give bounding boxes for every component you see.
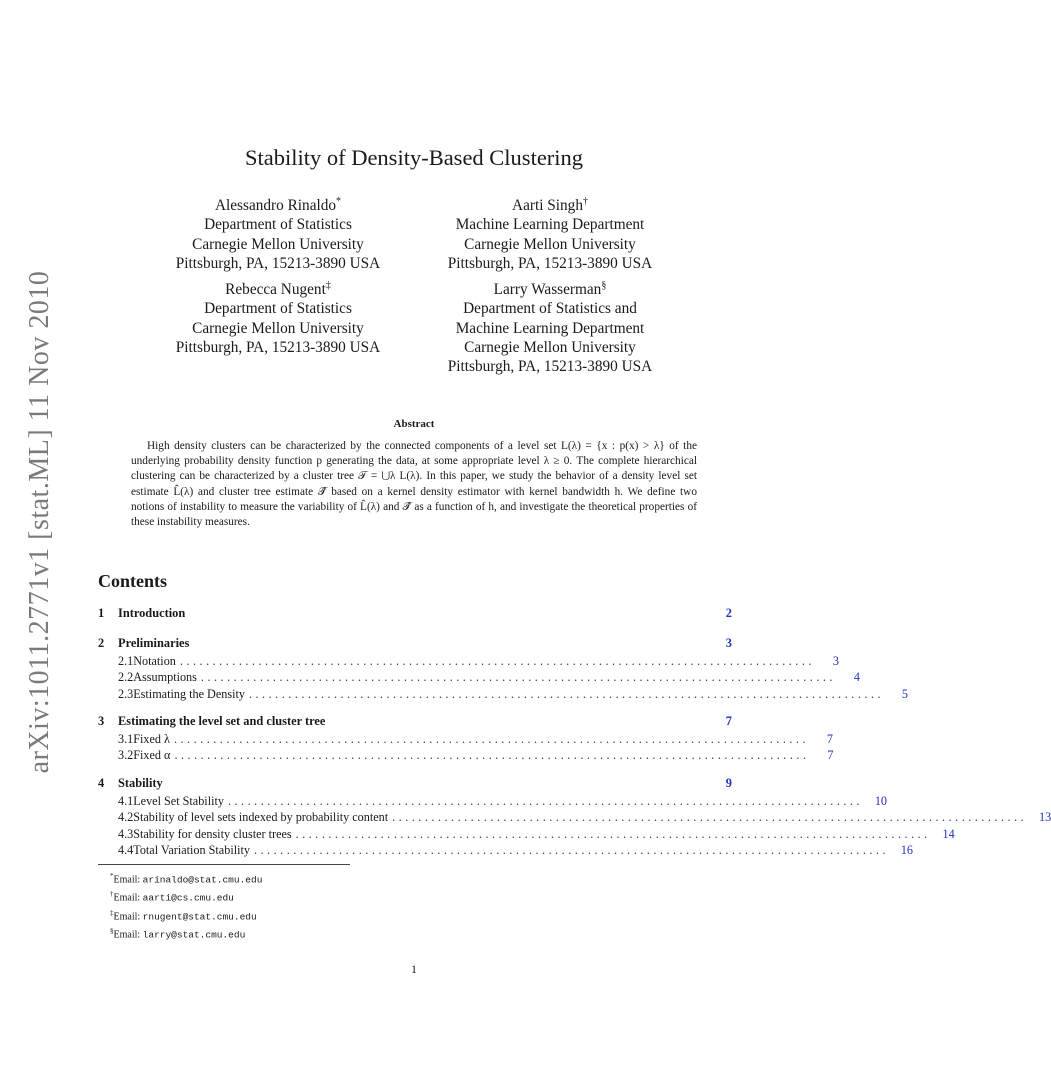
footnote-label: Email: — [113, 910, 141, 922]
toc-subentry[interactable] — [98, 810, 1051, 826]
footnote-label: Email: — [113, 892, 141, 904]
author-mark: † — [582, 196, 588, 207]
toc-section-1 — [98, 606, 732, 624]
author-affiliation: Machine Learning Department — [455, 319, 645, 337]
toc-page-link[interactable]: 4 — [853, 670, 860, 685]
page-number: 1 — [411, 962, 417, 976]
toc-number: 4.1 — [118, 794, 134, 808]
toc-label: Stability for density cluster trees — [133, 826, 292, 841]
toc-subentry[interactable] — [98, 670, 860, 686]
toc-label: Stability — [118, 776, 163, 790]
footnote-mark: § — [110, 926, 114, 935]
author-block-4 — [410, 276, 690, 376]
author-affiliation: Carnegie Mellon University — [192, 319, 364, 337]
footnote — [110, 869, 262, 887]
toc-leader: ................................................................................................. — [392, 810, 1028, 825]
toc-number: 1 — [98, 606, 105, 620]
toc-label: Fixed α — [133, 748, 171, 763]
toc-leader: ................................................................................................. — [179, 654, 815, 668]
toc-label: Assumptions — [133, 670, 197, 685]
toc-section-2 — [98, 636, 908, 703]
toc-entry[interactable] — [98, 606, 732, 624]
footnote-email[interactable]: aarti@cs.cmu.edu — [142, 892, 234, 904]
arxiv-id: arXiv:1011.2771v1 [stat.ML] 11 Nov 2010 — [24, 270, 55, 774]
author-name: Larry Wasserman — [493, 281, 602, 299]
toc-page-link[interactable]: 13 — [1038, 810, 1051, 825]
author-name: Alessandro Rinaldo — [214, 197, 337, 215]
toc-subentry[interactable] — [98, 654, 839, 670]
toc-label: Estimating the Density — [133, 686, 245, 701]
toc-page-link[interactable]: 10 — [874, 794, 887, 808]
toc-subentry[interactable] — [98, 794, 887, 810]
footnote — [110, 924, 262, 942]
toc-number: 2.3 — [118, 686, 134, 701]
toc-subentry[interactable] — [98, 686, 908, 703]
author-block-1 — [138, 192, 418, 273]
footnote — [110, 887, 262, 905]
footnote-label: Email: — [113, 874, 141, 886]
toc-number: 3 — [98, 714, 105, 728]
author-affiliation: Pittsburgh, PA, 15213-3890 USA — [175, 338, 381, 356]
toc-number: 2.1 — [118, 654, 134, 668]
author-mark: ‡ — [325, 280, 331, 291]
author-name: Aarti Singh — [512, 197, 583, 215]
toc-entry[interactable] — [98, 776, 732, 794]
toc-number: 3.1 — [118, 732, 134, 746]
toc-number: 4.2 — [118, 810, 134, 825]
footnote-email[interactable]: rnugent@stat.cmu.edu — [142, 910, 257, 922]
toc-number: 4 — [98, 776, 105, 790]
toc-subentry[interactable] — [98, 842, 914, 859]
toc-page-link[interactable]: 5 — [901, 686, 908, 701]
author-affiliation: Department of Statistics — [204, 216, 352, 234]
toc-leader: ................................................................................................. — [248, 686, 884, 701]
author-block-2 — [410, 192, 690, 273]
author-affiliation: Machine Learning Department — [455, 216, 645, 234]
arxiv-stamp — [20, 270, 60, 774]
toc-label: Total Variation Stability — [133, 842, 250, 857]
toc-label: Estimating the level set and cluster tree — [118, 714, 326, 728]
author-name: Rebecca Nugent — [225, 281, 326, 299]
toc-page-link[interactable]: 7 — [725, 714, 732, 728]
contents-heading: Contents — [98, 571, 168, 591]
toc-subentry[interactable] — [98, 732, 833, 748]
toc-leader: ................................................................................................. — [200, 670, 836, 685]
toc-page-link[interactable]: 14 — [942, 826, 955, 841]
toc-label: Level Set Stability — [133, 794, 224, 808]
toc-subentry[interactable] — [98, 826, 955, 843]
author-affiliation: Carnegie Mellon University — [192, 235, 364, 253]
abstract-paragraph: High density clusters can be characterized by the connected components of a level set L(λ) = {x : p(x) > λ} of the underlying probability density function p generating the data, at some appropriate level λ ≥ 0. The complete hierarchical clustering can be characterized by a cluster tree 𝒯 = ⋃λ L(λ). In this paper, we study the behavior of a density level set estimate L̂(λ) and cluster tree estimate 𝒯̂ based on a kernel density estimator with kernel bandwidth h. We define two notions of instability to measure the variability of L̂(λ) and 𝒯̂ as a function of h, and investigate the theoretical properties of these instability measures. — [131, 440, 697, 529]
author-affiliation: Department of Statistics and — [463, 300, 637, 318]
toc-leader: ................................................................................................. — [227, 794, 863, 808]
footnote — [110, 906, 262, 924]
toc-subentry[interactable] — [98, 748, 834, 764]
footnote-mark: * — [110, 872, 114, 880]
author-affiliation: Pittsburgh, PA, 15213-3890 USA — [175, 254, 381, 272]
author-affiliation: Carnegie Mellon University — [464, 338, 636, 356]
toc-section-4 — [98, 776, 1051, 859]
footnote-divider — [98, 864, 350, 865]
toc-page-link[interactable]: 2 — [725, 606, 732, 620]
toc-leader: ................................................................................................. — [174, 748, 810, 763]
toc-page-link[interactable]: 3 — [832, 654, 839, 668]
toc-page-link[interactable]: 7 — [826, 732, 833, 746]
toc-number: 2.2 — [118, 670, 134, 685]
toc-page-link[interactable]: 7 — [827, 748, 834, 763]
toc-leader: ................................................................................................. — [295, 826, 931, 841]
paper-title: Stability of Density-Based Clustering — [244, 145, 584, 170]
author-mark: * — [336, 196, 342, 207]
toc-label: Preliminaries — [118, 636, 190, 650]
author-affiliation: Pittsburgh, PA, 15213-3890 USA — [447, 254, 653, 272]
toc-entry[interactable] — [98, 636, 732, 654]
toc-label: Fixed λ — [133, 732, 170, 746]
footnote-email[interactable]: larry@stat.cmu.edu — [142, 929, 246, 941]
toc-page-link[interactable]: 3 — [725, 636, 732, 650]
toc-label: Stability of level sets indexed by probability content — [133, 810, 389, 825]
abstract-heading: Abstract — [393, 418, 435, 430]
toc-leader: ................................................................................................. — [253, 842, 890, 857]
abstract-text — [131, 439, 697, 530]
toc-label: Notation — [133, 654, 176, 668]
toc-number: 4.3 — [118, 826, 134, 841]
footnote-mark: † — [110, 890, 114, 899]
toc-number: 4.4 — [118, 842, 134, 857]
toc-page-link[interactable]: 16 — [900, 842, 914, 857]
footnote-email[interactable]: arinaldo@stat.cmu.edu — [142, 874, 263, 886]
toc-leader: ................................................................................................. — [173, 732, 809, 746]
toc-entry[interactable] — [98, 714, 732, 732]
author-affiliation: Carnegie Mellon University — [464, 235, 636, 253]
author-affiliation: Pittsburgh, PA, 15213-3890 USA — [447, 357, 653, 375]
footnote-label: Email: — [113, 929, 141, 941]
author-block-3 — [138, 276, 418, 357]
footnote-mark: ‡ — [110, 908, 114, 917]
author-affiliation: Department of Statistics — [204, 300, 352, 318]
toc-label: Introduction — [118, 606, 186, 620]
toc-number: 2 — [98, 636, 105, 650]
author-mark: § — [601, 280, 607, 291]
toc-section-3 — [98, 714, 834, 765]
footnotes — [110, 869, 262, 942]
toc-page-link[interactable]: 9 — [725, 776, 732, 790]
toc-number: 3.2 — [118, 748, 134, 763]
